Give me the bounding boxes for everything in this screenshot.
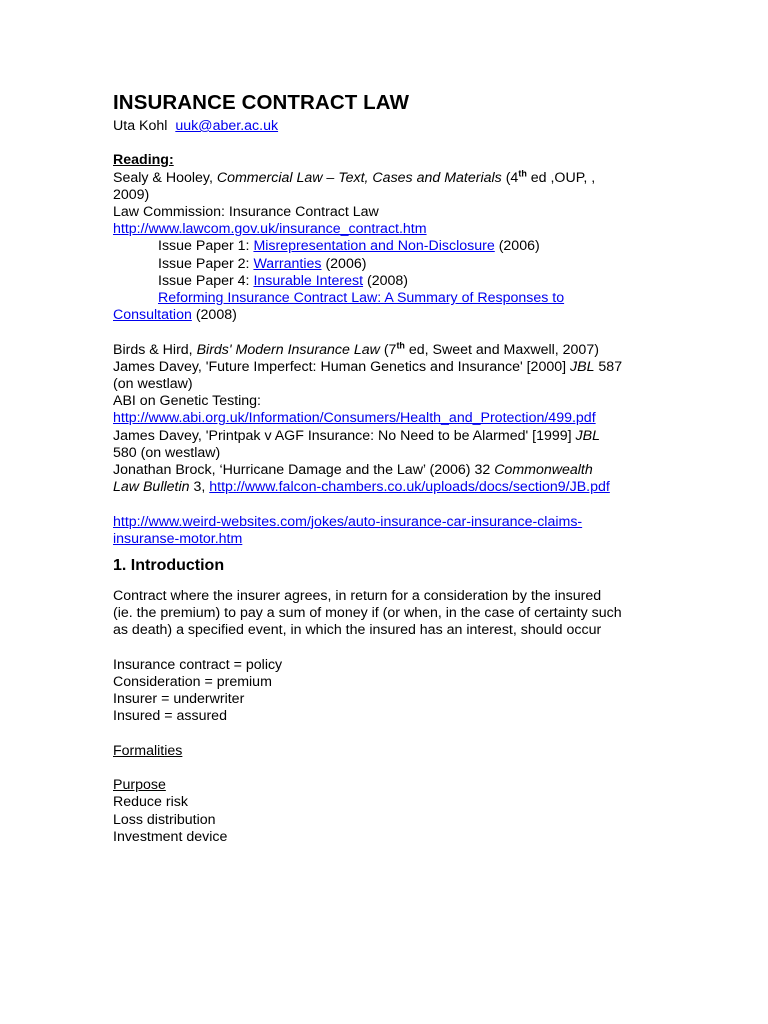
author-name: Uta Kohl	[113, 118, 168, 134]
davey-1-page: 587	[594, 358, 623, 375]
reforming-link-part-1[interactable]: Reforming Insurance Contract Law: A Summary of Responses to	[158, 290, 565, 307]
purpose-heading: Purpose	[113, 777, 166, 794]
birds-edition-sup: th	[396, 339, 405, 350]
reforming-link-part-2[interactable]: Consultation	[113, 307, 192, 324]
introduction-heading: 1. Introduction	[113, 557, 225, 575]
birds-book-title: Birds' Modern Insurance Law	[196, 341, 380, 358]
purpose-item: Loss distribution	[113, 811, 216, 828]
reading-davey-2	[113, 428, 673, 445]
brock-citation: Jonathan Brock, ‘Hurricane Damage and the Law’ (2006) 32	[113, 462, 495, 479]
issue-paper-2	[113, 256, 673, 273]
davey-1-journal: JBL	[570, 358, 595, 375]
sealy-year: 2009)	[113, 186, 150, 203]
reading-davey-1	[113, 359, 673, 376]
author-email-link[interactable]: uuk@aber.ac.uk	[175, 118, 279, 134]
davey-2-journal: JBL	[575, 427, 600, 444]
lawcom-url-link[interactable]: http://www.lawcom.gov.uk/insurance_contract.htm	[113, 221, 427, 238]
purpose-item: Investment device	[113, 828, 228, 845]
issue-paper-1	[113, 238, 673, 255]
reforming-line-2	[113, 307, 673, 324]
davey-1-citation: James Davey, 'Future Imperfect: Human Genetics and Insurance' [2000]	[113, 358, 571, 375]
issue-paper-2-label: Issue Paper 2:	[158, 255, 254, 272]
davey-2-note: 580 (on westlaw)	[113, 444, 221, 461]
brock-url-link[interactable]: http://www.falcon-chambers.co.uk/uploads/docs/section9/JB.pdf	[209, 479, 610, 496]
birds-edition: (7	[379, 341, 397, 358]
davey-2-citation: James Davey, 'Printpak v AGF Insurance: No Need to be Alarmed' [1999]	[113, 427, 576, 444]
issue-paper-2-link[interactable]: Warranties	[253, 255, 322, 272]
issue-paper-4-year: (2008)	[363, 272, 409, 289]
term-item: Insurance contract = policy	[113, 656, 283, 673]
reforming-year: (2008)	[191, 307, 237, 324]
abi-label: ABI on Genetic Testing:	[113, 393, 262, 410]
intro-paragraph-line-2: (ie. the premium) to pay a sum of money if (or when, in the case of certainty such	[113, 605, 622, 622]
document-title: INSURANCE CONTRACT LAW	[113, 91, 410, 114]
reforming-line-1	[113, 290, 673, 307]
sealy-edition: (4	[501, 169, 519, 186]
birds-authors: Birds & Hird,	[113, 341, 197, 358]
issue-paper-1-label: Issue Paper 1:	[158, 238, 254, 255]
lawcom-label: Law Commission: Insurance Contract Law	[113, 204, 379, 220]
formalities-heading: Formalities	[113, 742, 183, 759]
sealy-authors: Sealy & Hooley,	[113, 169, 217, 186]
brock-issue: 3,	[189, 479, 210, 496]
issue-paper-4-label: Issue Paper 4:	[158, 272, 254, 289]
weird-url-link-part-1[interactable]: http://www.weird-websites.com/jokes/auto-insurance-car-insurance-claims-	[113, 513, 583, 530]
issue-paper-2-year: (2006)	[321, 255, 367, 272]
reading-brock-2	[113, 479, 673, 496]
reading-brock	[113, 462, 673, 479]
sealy-publisher: ed ,OUP, ,	[526, 169, 596, 186]
issue-paper-1-link[interactable]: Misrepresentation and Non-Disclosure	[253, 238, 495, 255]
purpose-item: Reduce risk	[113, 794, 188, 811]
author-line	[113, 118, 673, 135]
birds-publisher: ed, Sweet and Maxwell, 2007)	[404, 341, 599, 358]
document-body	[113, 90, 673, 846]
issue-paper-1-year: (2006)	[494, 238, 540, 255]
term-item: Insured = assured	[113, 708, 227, 725]
intro-paragraph-line-3: as death) a specified event, in which the insured has an interest, should occur	[113, 622, 602, 639]
brock-journal-part-2: Law Bulletin	[113, 479, 190, 496]
weird-url-link-part-2[interactable]: insuranse-motor.htm	[113, 530, 243, 547]
reading-birds	[113, 339, 673, 359]
brock-journal-part-1: Commonwealth	[494, 462, 593, 479]
reading-sealy	[113, 167, 673, 187]
sealy-edition-sup: th	[518, 167, 527, 178]
issue-paper-4-link[interactable]: Insurable Interest	[253, 272, 364, 289]
term-item: Consideration = premium	[113, 674, 272, 691]
intro-paragraph-line-1: Contract where the insurer agrees, in return for a consideration by the insured	[113, 588, 602, 605]
reading-heading: Reading:	[113, 152, 174, 169]
issue-paper-4	[113, 273, 673, 290]
sealy-book-title: Commercial Law – Text, Cases and Materials	[216, 169, 502, 186]
davey-1-note: (on westlaw)	[113, 376, 193, 393]
abi-url-link[interactable]: http://www.abi.org.uk/Information/Consumers/Health_and_Protection/499.pdf	[113, 410, 596, 427]
term-item: Insurer = underwriter	[113, 691, 245, 708]
